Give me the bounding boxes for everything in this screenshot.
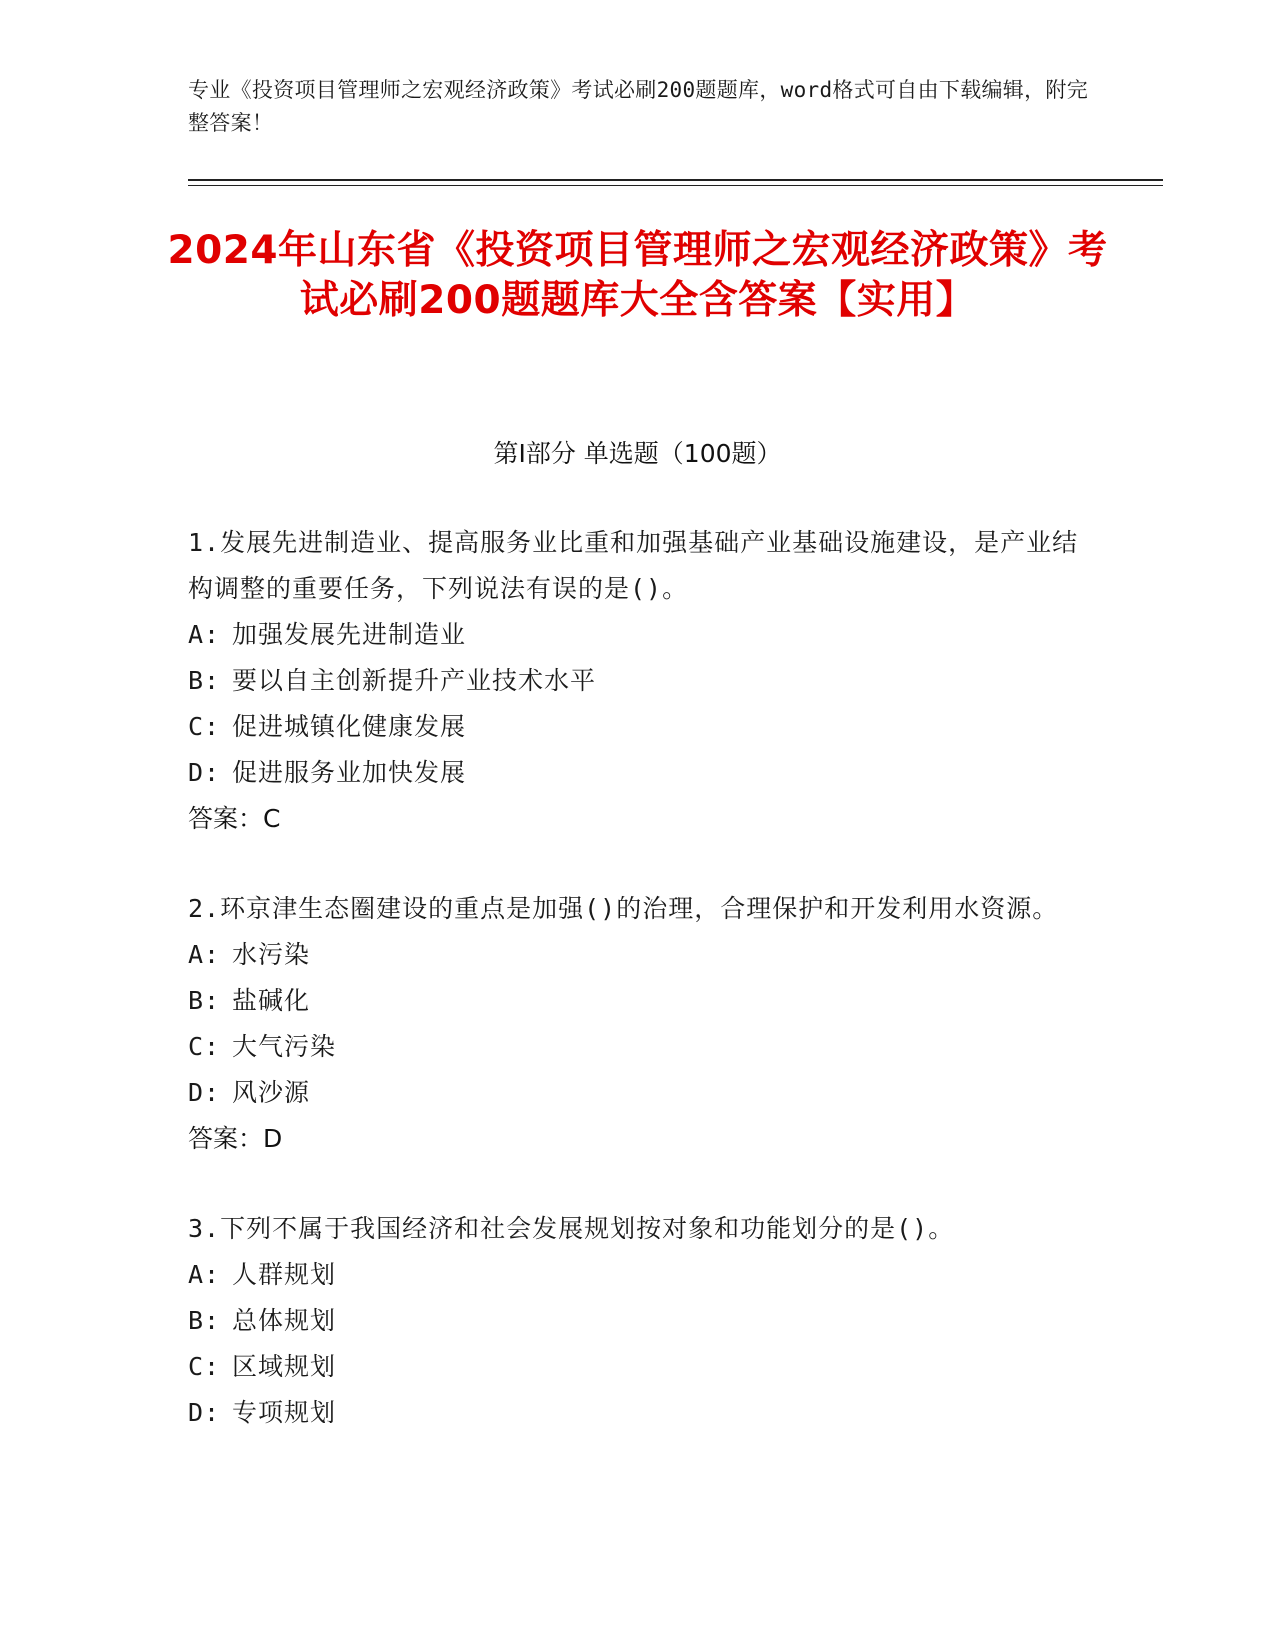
- option-text: 总体规划: [232, 1306, 337, 1335]
- option-b: [188, 658, 1088, 704]
- option-a: [188, 1252, 1088, 1298]
- option-d: [188, 1390, 1088, 1436]
- option-b: [188, 978, 1088, 1024]
- option-text: 促进城镇化健康发展: [232, 712, 467, 741]
- option-key: A:: [188, 620, 221, 649]
- document-title: 2024年山东省《投资项目管理师之宏观经济政策》考试必刷200题题库大全含答案【实用】: [167, 228, 1108, 323]
- option-b: [188, 1298, 1088, 1344]
- question-stem: 2.环京津生态圈建设的重点是加强()的治理，合理保护和开发利用水资源。: [188, 894, 1059, 923]
- section-heading: 第Ⅰ部分 单选题（100题）: [493, 439, 782, 468]
- option-d: [188, 1070, 1088, 1116]
- question-1: [188, 520, 1088, 842]
- option-c: [188, 704, 1088, 750]
- option-c: [188, 1344, 1088, 1390]
- option-key: C:: [188, 1032, 221, 1061]
- question-list: [188, 520, 1088, 1480]
- option-key: C:: [188, 1352, 221, 1381]
- option-text: 风沙源: [232, 1078, 311, 1107]
- question-stem: 3.下列不属于我国经济和社会发展规划按对象和功能划分的是()。: [188, 1214, 955, 1243]
- question-2: [188, 886, 1088, 1162]
- option-key: A:: [188, 1260, 221, 1289]
- option-text: 水污染: [232, 940, 311, 969]
- header-divider-thin: [188, 185, 1163, 186]
- option-text: 加强发展先进制造业: [232, 620, 467, 649]
- option-key: B:: [188, 666, 221, 695]
- option-text: 人群规划: [232, 1260, 337, 1289]
- header-divider-thick: [188, 179, 1163, 181]
- option-text: 专项规划: [232, 1398, 337, 1427]
- option-text: 盐碱化: [232, 986, 311, 1015]
- option-key: C:: [188, 712, 221, 741]
- option-key: D:: [188, 1398, 221, 1427]
- option-c: [188, 1024, 1088, 1070]
- option-text: 大气污染: [232, 1032, 337, 1061]
- option-key: A:: [188, 940, 221, 969]
- option-key: D:: [188, 1078, 221, 1107]
- option-key: D:: [188, 758, 221, 787]
- question-3: [188, 1206, 1088, 1436]
- option-key: B:: [188, 1306, 221, 1335]
- option-text: 区域规划: [232, 1352, 337, 1381]
- option-key: B:: [188, 986, 221, 1015]
- option-text: 要以自主创新提升产业技术水平: [232, 666, 597, 695]
- option-text: 促进服务业加快发展: [232, 758, 467, 787]
- question-stem: 1.发展先进制造业、提高服务业比重和加强基础产业基础设施建设，是产业结构调整的重要任务，下列说法有误的是()。: [188, 528, 1079, 603]
- answer-line: 答案：D: [188, 1124, 283, 1153]
- header-note: 专业《投资项目管理师之宏观经济政策》考试必刷200题题库，word格式可自由下载编辑，附完整答案！: [188, 78, 1088, 135]
- option-d: [188, 750, 1088, 796]
- answer-line: 答案：C: [188, 804, 281, 833]
- option-a: [188, 612, 1088, 658]
- option-a: [188, 932, 1088, 978]
